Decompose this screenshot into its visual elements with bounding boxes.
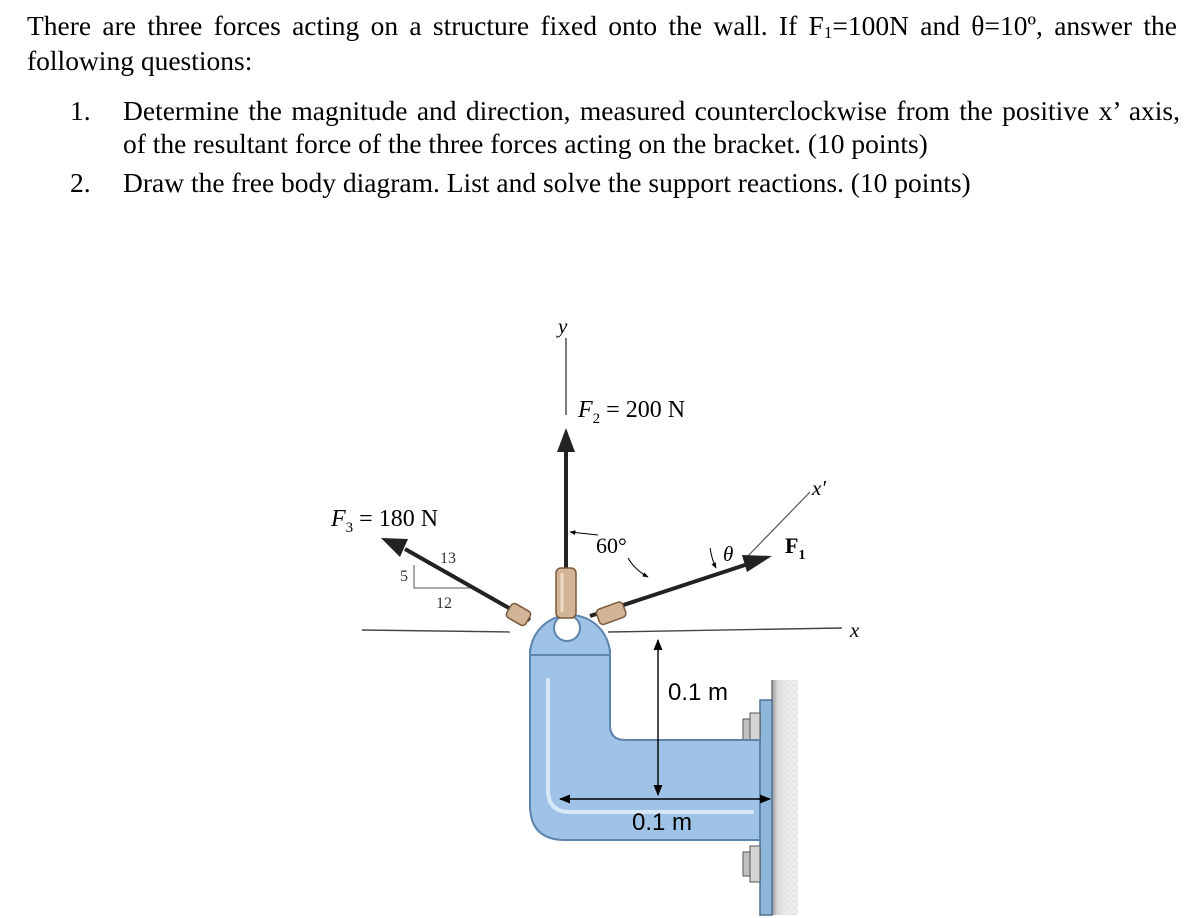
angle-theta-label: θ <box>723 542 734 566</box>
intro-subscript: 1 <box>823 23 833 43</box>
wall <box>772 680 798 915</box>
angle-theta-arc <box>710 548 716 568</box>
rod-f1 <box>595 601 627 626</box>
rod-f2 <box>556 568 576 618</box>
dim-vertical-label: 0.1 m <box>668 679 729 706</box>
mounting-plate <box>760 700 772 915</box>
question-text: Draw the free body diagram. List and solve the support reactions. (10 points) <box>123 167 971 198</box>
angle-60-arc <box>628 558 648 577</box>
question-number: 2. <box>70 167 91 198</box>
bolt-bottom <box>743 846 760 882</box>
angle-60-ref-arrow <box>570 532 598 535</box>
f2-label: $F_2 = 200$ N <box>578 397 686 427</box>
intro-text-a: There are three forces acting on a structure fixed onto the wall. If F <box>27 10 824 41</box>
slope-run-label: 12 <box>436 595 452 612</box>
x-axis-label: x <box>850 618 860 642</box>
slope-rise-label: 5 <box>400 568 408 585</box>
dim-horizontal-label: 0.1 m <box>632 809 693 836</box>
f1-label: $F_1$ <box>785 533 806 563</box>
question-text: Determine the magnitude and direction, measured counterclockwise from the positive x’ axis, of the resultant force of the three forces acting on the bracket. (10 points) <box>123 95 1180 159</box>
question-number: 1. <box>70 95 91 126</box>
force-f2-arrow <box>557 428 575 572</box>
f3-label: $F_3 = 180$ N <box>331 506 439 536</box>
slope-hyp-label: 13 <box>440 550 456 567</box>
pin-hole <box>554 615 580 641</box>
y-axis-label: y <box>558 314 568 338</box>
angle-60-label: 60° <box>596 533 627 558</box>
intro-text-b: =100N and θ=10º, answer the following questions: <box>27 10 1177 76</box>
x-prime-axis-label: x′ <box>812 476 826 500</box>
